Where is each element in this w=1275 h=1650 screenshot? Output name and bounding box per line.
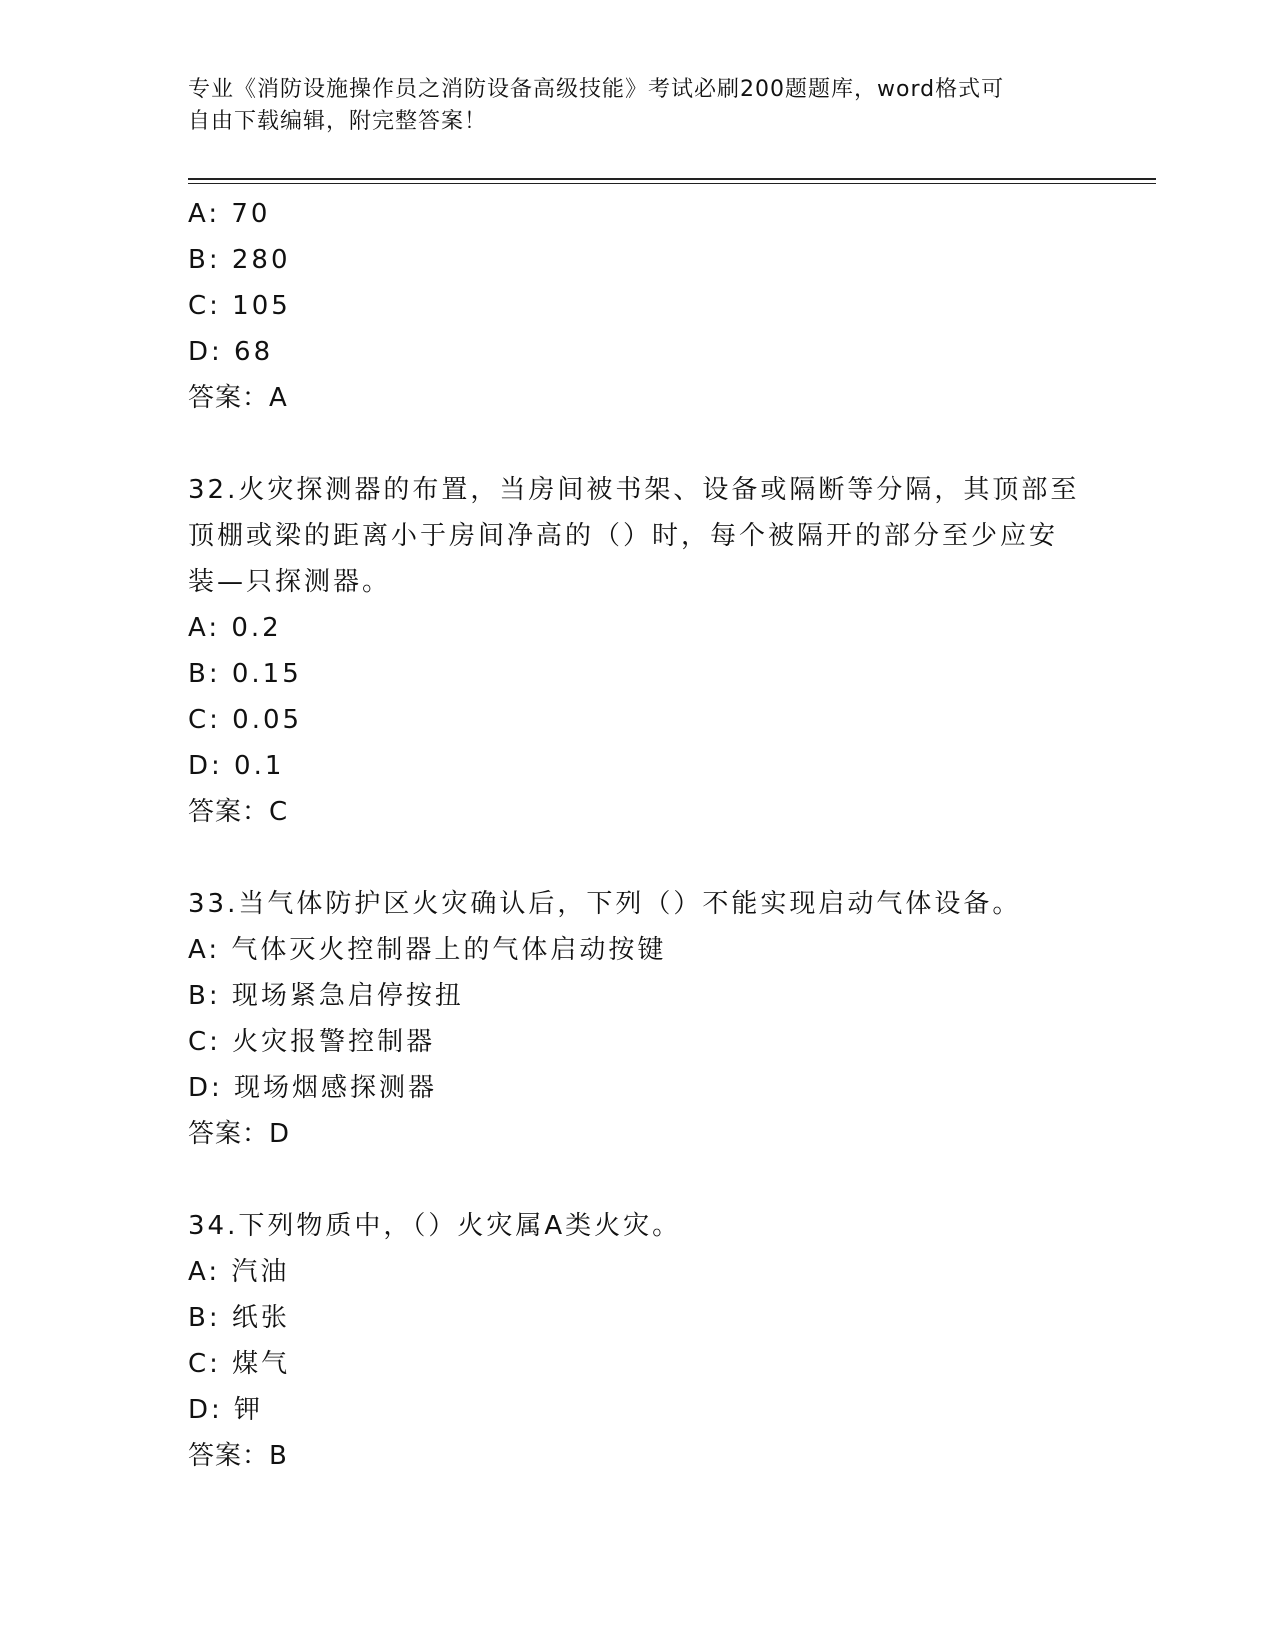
q33-answer: 答案：D xyxy=(188,1119,291,1149)
q34-stem-line-1: 34.下列物质中，（）火灾属A类火灾。 xyxy=(188,1211,682,1241)
q32-stem-line-3: 装—只探测器。 xyxy=(188,567,392,597)
q31-option-d: D: 68 xyxy=(188,337,274,367)
header-line-2: 自由下载编辑，附完整答案！ xyxy=(188,109,488,134)
q32-answer: 答案：C xyxy=(188,797,289,827)
q32-option-b: B: 0.15 xyxy=(188,659,302,689)
question-33-block xyxy=(188,881,1088,1157)
q31-answer: 答案：A xyxy=(188,383,288,413)
q32-stem-line-2: 顶棚或梁的距离小于房间净高的（）时，每个被隔开的部分至少应安 xyxy=(188,521,1059,551)
q33-option-b: B: 现场紧急启停按扭 xyxy=(188,981,464,1011)
header-line-1: 专业《消防设施操作员之消防设备高级技能》考试必刷200题题库，word格式可 xyxy=(188,77,1005,102)
question-list xyxy=(188,191,1088,1479)
spacer xyxy=(188,1157,1088,1203)
document-header xyxy=(188,74,1088,138)
q33-option-a: A: 气体灭火控制器上的气体启动按键 xyxy=(188,935,667,965)
q33-stem-line-1: 33.当气体防护区火灾确认后，下列（）不能实现启动气体设备。 xyxy=(188,889,1022,919)
header-divider-thick xyxy=(188,178,1156,180)
q34-option-d: D: 钾 xyxy=(188,1395,264,1425)
spacer xyxy=(188,835,1088,881)
q31-option-c: C: 105 xyxy=(188,291,291,321)
header-divider-thin xyxy=(188,183,1156,184)
q33-option-c: C: 火灾报警控制器 xyxy=(188,1027,436,1057)
q34-option-b: B: 纸张 xyxy=(188,1303,290,1333)
q34-option-c: C: 煤气 xyxy=(188,1349,291,1379)
q33-option-d: D: 现场烟感探测器 xyxy=(188,1073,438,1103)
q31-option-a: A: 70 xyxy=(188,199,271,229)
question-34-block xyxy=(188,1203,1088,1479)
spacer xyxy=(188,421,1088,467)
q32-option-c: C: 0.05 xyxy=(188,705,303,735)
q32-stem-line-1: 32.火灾探测器的布置，当房间被书架、设备或隔断等分隔，其顶部至 xyxy=(188,475,1080,505)
q31-option-b: B: 280 xyxy=(188,245,291,275)
question-32-block xyxy=(188,467,1088,835)
question-31-block xyxy=(188,191,1088,421)
q34-option-a: A: 汽油 xyxy=(188,1257,290,1287)
q32-option-a: A: 0.2 xyxy=(188,613,282,643)
q34-answer: 答案：B xyxy=(188,1441,288,1471)
q32-option-d: D: 0.1 xyxy=(188,751,285,781)
